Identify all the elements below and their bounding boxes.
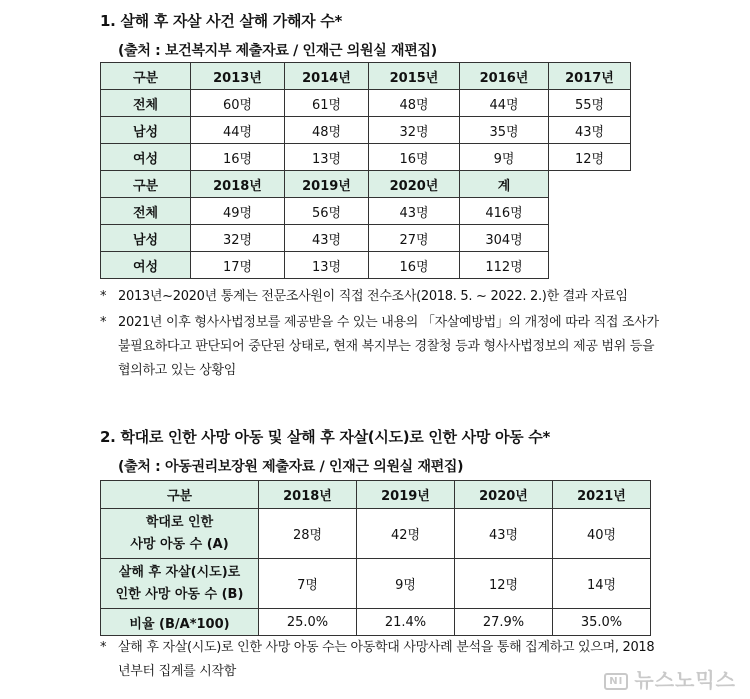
note-text: 살해 후 자살(시도)로 인한 사망 아동 수는 아동학대 사망사례 분석을 통해 집계하고 있으며, 2018년부터 집계를 시작함 [118, 640, 655, 679]
row-label: 전체 [101, 90, 191, 117]
header-cell: 구분 [101, 63, 191, 90]
table-cell: 304명 [460, 225, 549, 252]
table-cell: 43명 [369, 198, 460, 225]
table-cell: 48명 [285, 117, 369, 144]
offender-table-header-a [101, 63, 631, 90]
table-cell: 43명 [455, 509, 553, 559]
header-cell: 2019년 [357, 481, 455, 509]
table-cell: 112명 [460, 252, 549, 279]
section1-note [100, 311, 666, 383]
table-row [101, 609, 651, 636]
table-row [101, 559, 651, 609]
table-cell: 27명 [369, 225, 460, 252]
row-label: 여성 [101, 252, 191, 279]
table-cell: 48명 [369, 90, 460, 117]
section2-heading: 2. 학대로 인한 사망 아동 및 살해 후 자살(시도)로 인한 사망 아동 수* [100, 428, 551, 446]
row-label: 비율 (B/A*100) [101, 609, 259, 636]
table-cell: 9명 [357, 559, 455, 609]
header-cell: 2018년 [191, 171, 285, 198]
table-cell: 7명 [259, 559, 357, 609]
child-death-table-header [101, 481, 651, 509]
table-cell: 12명 [549, 144, 631, 171]
table-cell: 17명 [191, 252, 285, 279]
table-cell: 25.0% [259, 609, 357, 636]
header-cell: 2014년 [285, 63, 369, 90]
row-label [101, 509, 259, 559]
header-cell: 2020년 [455, 481, 553, 509]
table-cell: 13명 [285, 252, 369, 279]
watermark-text: 뉴스노믹스 [634, 668, 736, 692]
empty-cell [549, 171, 631, 279]
table-row [101, 90, 631, 117]
section1-note [100, 285, 666, 309]
note-text: 2021년 이후 형사사법정보를 제공받을 수 있는 내용의 「자살예방법」의 개정에 따라 직접 조사가 불필요하다고 판단되어 중단된 상태로, 현재 복지부는 경찰청 등과 형사사법정보의 제공 범위 등을 협의하고 있는 상황임 [118, 315, 659, 378]
table-cell: 13명 [285, 144, 369, 171]
table-cell: 16명 [369, 252, 460, 279]
section2-source: (출처 : 아동권리보장원 제출자료 / 인재근 의원실 재편집) [118, 459, 464, 475]
table-cell: 9명 [460, 144, 549, 171]
section1-source: (출처 : 보건복지부 제출자료 / 인재근 의원실 재편집) [118, 43, 437, 59]
header-cell: 2018년 [259, 481, 357, 509]
table-cell: 32명 [191, 225, 285, 252]
note-marker: * [100, 289, 107, 304]
table-cell: 32명 [369, 117, 460, 144]
table-cell: 44명 [460, 90, 549, 117]
row-label: 여성 [101, 144, 191, 171]
table-cell: 27.9% [455, 609, 553, 636]
table-cell: 40명 [553, 509, 651, 559]
note-marker: * [100, 315, 107, 330]
table-cell: 55명 [549, 90, 631, 117]
table-cell: 35명 [460, 117, 549, 144]
header-cell: 2019년 [285, 171, 369, 198]
note-text: 2013년~2020년 통계는 전문조사원이 직접 전수조사(2018. 5. ~ 2022. 2.)한 결과 자료임 [118, 289, 628, 304]
newsnomics-watermark [604, 664, 736, 693]
table-cell: 16명 [369, 144, 460, 171]
table-row [101, 144, 631, 171]
watermark-logo: NI [604, 673, 628, 690]
child-death-table [100, 480, 651, 636]
table-cell: 43명 [549, 117, 631, 144]
row-label-line: 사망 아동 수 (A) [130, 536, 229, 552]
offender-table [100, 62, 631, 279]
table-cell: 60명 [191, 90, 285, 117]
offender-table-header-b [101, 171, 631, 198]
header-cell: 구분 [101, 171, 191, 198]
section1-heading: 1. 살해 후 자살 사건 살해 가해자 수* [100, 12, 343, 30]
header-cell: 2020년 [369, 171, 460, 198]
header-cell: 계 [460, 171, 549, 198]
table-row [101, 509, 651, 559]
header-cell: 2016년 [460, 63, 549, 90]
row-label: 남성 [101, 225, 191, 252]
header-cell: 2015년 [369, 63, 460, 90]
table-cell: 16명 [191, 144, 285, 171]
table-cell: 61명 [285, 90, 369, 117]
header-cell: 구분 [101, 481, 259, 509]
header-cell: 2013년 [191, 63, 285, 90]
table-cell: 43명 [285, 225, 369, 252]
row-label [101, 559, 259, 609]
table-cell: 21.4% [357, 609, 455, 636]
table-cell: 14명 [553, 559, 651, 609]
row-label-line: 인한 사망 아동 수 (B) [115, 586, 244, 602]
section2-note [100, 636, 666, 684]
row-label-line: 살해 후 자살(시도)로 [118, 564, 241, 580]
table-cell: 56명 [285, 198, 369, 225]
row-label: 남성 [101, 117, 191, 144]
table-cell: 416명 [460, 198, 549, 225]
header-cell: 2017년 [549, 63, 631, 90]
table-row [101, 117, 631, 144]
row-label-line: 학대로 인한 [145, 514, 214, 530]
table-cell: 12명 [455, 559, 553, 609]
row-label: 전체 [101, 198, 191, 225]
table-cell: 35.0% [553, 609, 651, 636]
note-marker: * [100, 640, 107, 655]
table-cell: 49명 [191, 198, 285, 225]
table-cell: 44명 [191, 117, 285, 144]
header-cell: 2021년 [553, 481, 651, 509]
table-cell: 42명 [357, 509, 455, 559]
table-cell: 28명 [259, 509, 357, 559]
